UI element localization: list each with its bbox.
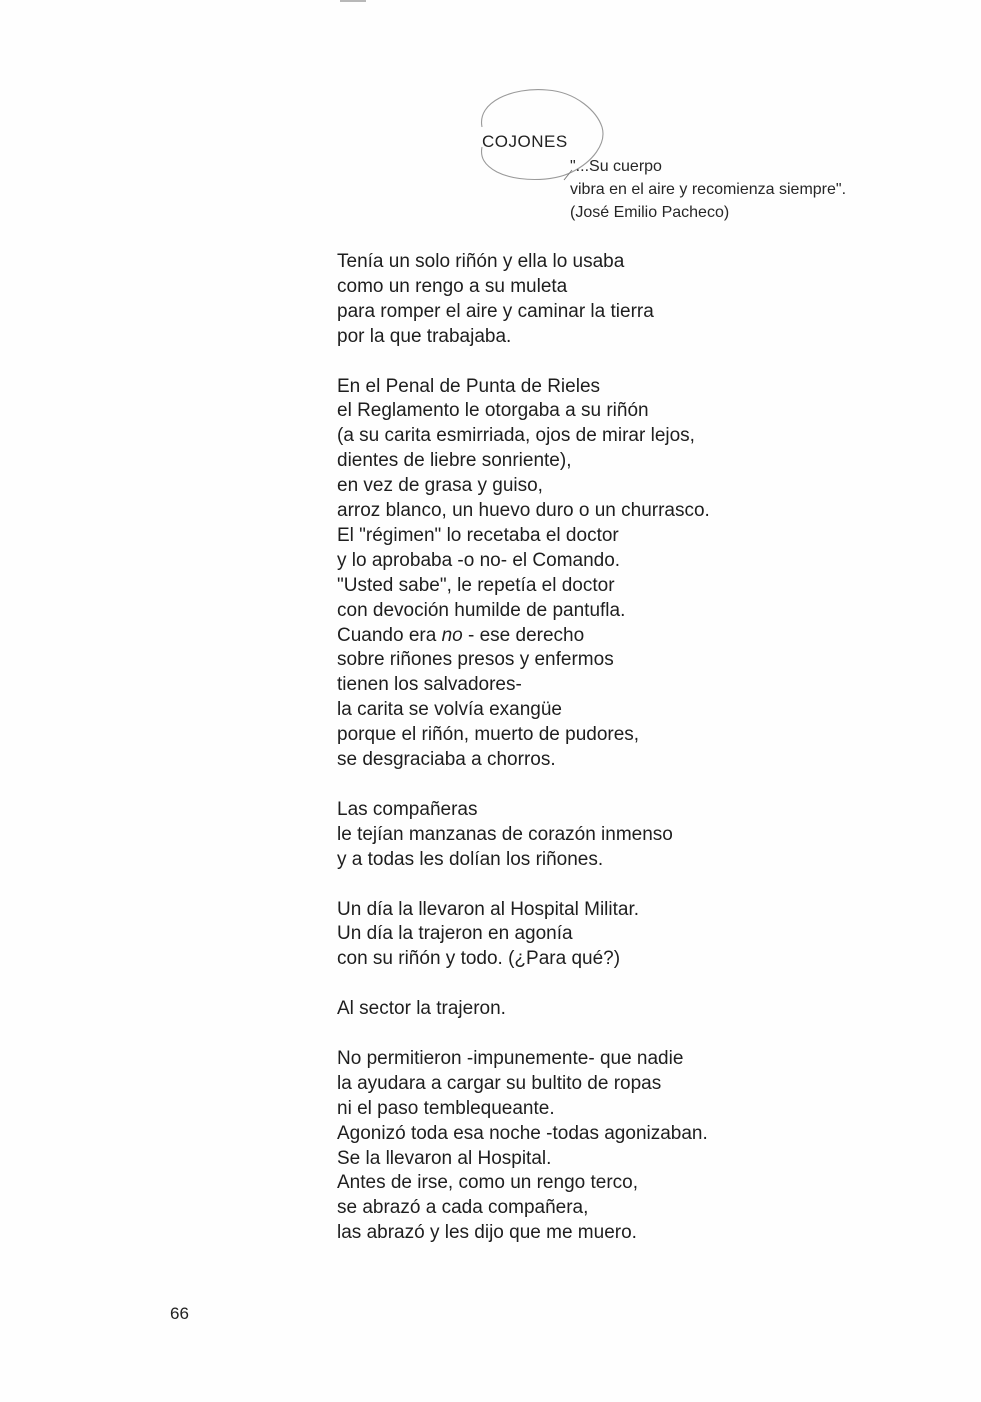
poem-line: sobre riñones presos y enfermos bbox=[337, 649, 614, 671]
poem-line: le tejían manzanas de corazón inmenso bbox=[337, 823, 673, 845]
stanza bbox=[337, 375, 710, 774]
poem-line-with-italic bbox=[337, 624, 710, 649]
epigraph-attribution: (José Emilio Pacheco) bbox=[570, 204, 730, 221]
poem-line: tienen los salvadores- bbox=[337, 674, 522, 696]
poem-line: por la que trabajaba. bbox=[337, 325, 512, 347]
line-text: Cuando era bbox=[337, 624, 442, 646]
poem-body bbox=[337, 250, 710, 1271]
poem-line: arroz blanco, un huevo duro o un churrasco. bbox=[337, 500, 710, 522]
poem-line: El "régimen" lo recetaba el doctor bbox=[337, 524, 619, 546]
poem-line: las abrazó y les dijo que me muero. bbox=[337, 1222, 637, 1244]
poem-line: Tenía un solo riñón y ella lo usaba bbox=[337, 251, 625, 272]
poem-line: se desgraciaba a chorros. bbox=[337, 749, 556, 771]
poem-line: Antes de irse, como un rengo terco, bbox=[337, 1172, 638, 1194]
poem-line: para romper el aire y caminar la tierra bbox=[337, 300, 654, 322]
poem-line: "Usted sabe", le repetía el doctor bbox=[337, 574, 615, 596]
poem-line: la carita se volvía exangüe bbox=[337, 699, 562, 721]
stanza bbox=[337, 1047, 710, 1246]
poem-line: porque el riñón, muerto de pudores, bbox=[337, 724, 640, 746]
poem-line: se abrazó a cada compañera, bbox=[337, 1197, 589, 1219]
stanza bbox=[337, 250, 710, 350]
epigraph-line: vibra en el aire y recomienza siempre". bbox=[570, 181, 847, 198]
poem-title: COJONES bbox=[482, 132, 568, 151]
stanza bbox=[337, 997, 710, 1022]
poem-line: y a todas les dolían los riñones. bbox=[337, 848, 604, 870]
poem-line: Las compañeras bbox=[337, 798, 478, 820]
poem-line: No permitieron -impunemente- que nadie bbox=[337, 1047, 684, 1069]
poem-line: la ayudara a cargar su bultito de ropas bbox=[337, 1072, 662, 1094]
epigraph bbox=[570, 155, 846, 224]
page-number: 66 bbox=[170, 1304, 189, 1323]
stanza bbox=[337, 798, 710, 873]
stanza bbox=[337, 898, 710, 973]
poem-line: como un rengo a su muleta bbox=[337, 275, 568, 297]
poem-line: Un día la llevaron al Hospital Militar. bbox=[337, 898, 640, 920]
epigraph-line: "...Su cuerpo bbox=[570, 158, 662, 175]
poem-line: Un día la trajeron en agonía bbox=[337, 923, 573, 945]
poem-line: con devoción humilde de pantufla. bbox=[337, 599, 626, 621]
poem-line: ni el paso temblequeante. bbox=[337, 1097, 555, 1119]
poem-line: y lo aprobaba -o no- el Comando. bbox=[337, 549, 621, 571]
poem-line: con su riñón y todo. (¿Para qué?) bbox=[337, 948, 621, 970]
poem-line: Al sector la trajeron. bbox=[337, 998, 506, 1020]
poem-line: En el Penal de Punta de Rieles bbox=[337, 375, 601, 397]
poem-line: dientes de liebre sonriente), bbox=[337, 450, 572, 472]
poem-line: Agonizó toda esa noche -todas agonizaban. bbox=[337, 1122, 708, 1144]
poem-line: en vez de grasa y guiso, bbox=[337, 475, 543, 497]
poem-line: Se la llevaron al Hospital. bbox=[337, 1147, 552, 1169]
scan-mark bbox=[340, 0, 366, 2]
poem-line: el Reglamento le otorgaba a su riñón bbox=[337, 400, 649, 422]
poem-line: (a su carita esmirriada, ojos de mirar lejos, bbox=[337, 425, 695, 447]
italic-word: no bbox=[441, 624, 463, 646]
line-text: - ese derecho bbox=[462, 624, 585, 646]
